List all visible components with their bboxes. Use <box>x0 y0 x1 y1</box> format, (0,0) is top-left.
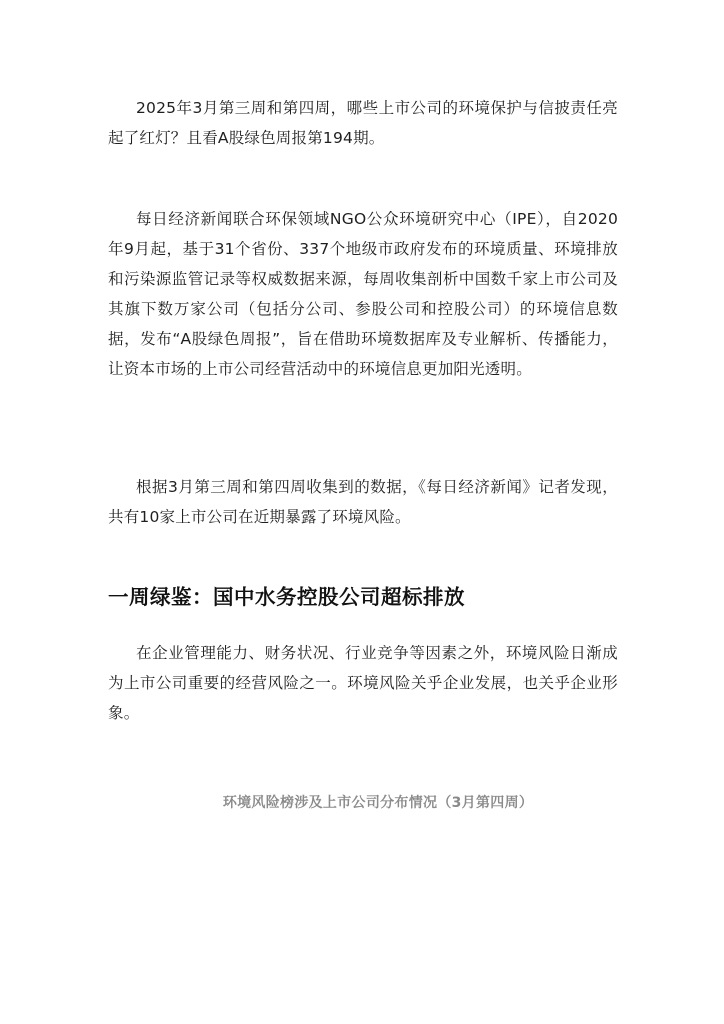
findings-paragraph: 根据3月第三周和第四周收集到的数据，《每日经济新闻》记者发现，共有10家上市公司在近期暴露了环境风险。 <box>108 478 618 526</box>
section-paragraph: 在企业管理能力、财务状况、行业竞争等因素之外，环境风险日渐成为上市公司重要的经营风险之一。环境风险关乎企业发展，也关乎企业形象。 <box>108 644 618 722</box>
figure-caption: 环境风险榜涉及上市公司分布情况（3月第四周） <box>222 795 534 811</box>
section-heading: 一周绿鉴：国中水务控股公司超标排放 <box>108 585 465 609</box>
intro-paragraph: 2025年3月第三周和第四周，哪些上市公司的环境保护与信披责任亮起了红灯？且看A股绿色周报第194期。 <box>108 99 618 147</box>
background-paragraph: 每日经济新闻联合环保领域NGO公众环境研究中心（IPE），自2020年9月起，基于31个省份、337个地级市政府发布的环境质量、环境排放和污染源监管记录等权威数据来源，每周收集剖析中国数千家上市公司及其旗下数万家公司（包括分公司、参股公司和控股公司）的环境信息数据，发布“A股绿色周报”，旨在借助环境数据库及专业解析、传播能力，让资本市场的上市公司经营活动中的环境信息更加阳光透明。 <box>108 210 618 378</box>
